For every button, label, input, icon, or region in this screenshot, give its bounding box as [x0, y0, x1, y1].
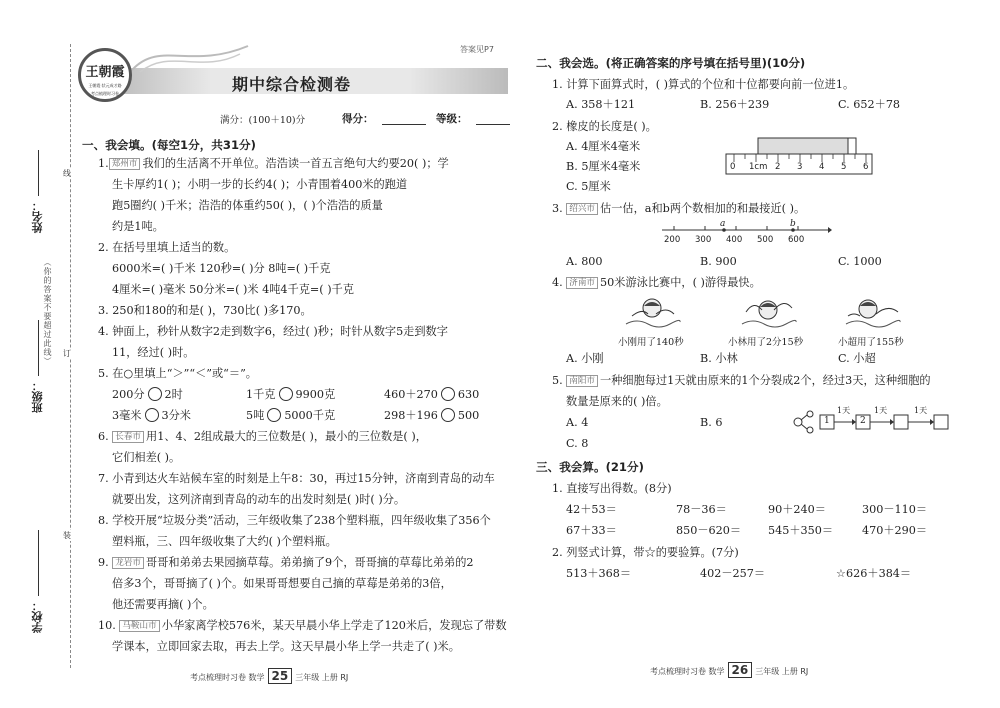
calc-item: 300－110＝: [862, 503, 928, 516]
page-title: 期中综合检测卷: [232, 75, 352, 94]
logo-line: 王朝霞·状元成才路: [88, 83, 122, 88]
calc-item: 42＋53＝: [566, 503, 617, 516]
choice-option: C. 小超: [838, 352, 876, 365]
section-1-heading: 一、我会填。(每空1分，共31分): [82, 138, 256, 152]
region-tag: 长春市: [112, 431, 144, 443]
score-blank[interactable]: [382, 124, 426, 125]
section-2-heading: 二、我会选。(将正确答案的序号填在括号里)(10分): [536, 56, 806, 70]
compare-row: 200分 2时: [112, 388, 183, 401]
question-2: 2. 在括号里填上适当的数。: [98, 241, 236, 254]
compare-row: 1千克 9900克: [246, 388, 336, 401]
choice-option: C. 652＋78: [838, 98, 901, 111]
compare-circle[interactable]: [267, 408, 281, 422]
number-line-label: 300: [695, 235, 712, 245]
question-1: 1. 郑州市 我们的生活离不开单位。浩浩读一首五言绝句大约要20( )；学: [98, 157, 449, 170]
swimmer-caption: 小刚用了140秒: [618, 337, 684, 348]
section-3-heading: 三、我会算。(21分): [536, 460, 644, 474]
eraser-shape: [758, 138, 854, 154]
page-footer-right: 考点梳理时习卷 数学 26 三年级 上册 RJ: [650, 663, 809, 677]
calc-question-2: 2. 列竖式计算，带☆的要验算。(7分): [552, 546, 739, 559]
question-5: 5. 在○里填上“＞”“＜”或“＝”。: [98, 367, 257, 380]
ribbon-decoration: [130, 40, 250, 74]
name-label: 姓名：: [31, 200, 44, 233]
cell-division-diagram: [790, 404, 952, 440]
score-label: 得分：: [342, 113, 374, 125]
ruler-tick-label: 3: [797, 162, 803, 172]
binding-note: （你的答案不要超过此线）: [43, 258, 52, 366]
binding-mark: 线: [63, 169, 71, 178]
choice-option: B. 256＋239: [700, 98, 770, 111]
compare-row: 298＋196 500: [384, 409, 480, 422]
choice-option: C. 5厘米: [566, 180, 611, 193]
choice-option: A. 4: [566, 416, 589, 429]
question-6: 6. 长春市 用1、4、2组成最大的三位数是( )，最小的三位数是( )，: [98, 430, 427, 443]
compare-circle[interactable]: [145, 408, 159, 422]
number-line-label: 200: [664, 235, 681, 245]
ruler-tick-label: 4: [819, 162, 825, 172]
choice-option: B. 5厘米4毫米: [566, 160, 641, 173]
number-line: [662, 222, 832, 236]
region-tag: 龙岩市: [112, 557, 144, 569]
question-4-line: 11，经过( )时。: [112, 346, 195, 359]
question-1-line: 约是1吨。: [112, 220, 164, 233]
page-number: 26: [728, 662, 753, 678]
question-2-row: 4厘米=( )毫米 50分米=( )米 4吨4千克=( )千克: [112, 283, 354, 296]
page-footer-left: 考点梳理时习卷 数学 25 三年级 上册 RJ: [190, 669, 349, 683]
compare-circle[interactable]: [148, 387, 162, 401]
day-label: 1天: [914, 406, 928, 415]
compare-row: 5吨 5000千克: [246, 409, 336, 422]
choice-option: B. 900: [700, 255, 737, 268]
question-6-line: 它们相差( )。: [112, 451, 181, 464]
ruler-tick-label: 2: [775, 162, 781, 172]
choice-option: A. 358＋121: [566, 98, 636, 111]
question-8-line: 塑料瓶，三、四年级收集了大约( )个塑料瓶。: [112, 535, 337, 548]
calc-question-1: 1. 直接写出得数。(8分): [552, 482, 672, 495]
swimmer-image: [622, 294, 682, 332]
level-blank[interactable]: [476, 124, 510, 125]
number-line-mark: b: [790, 219, 796, 229]
question-1-line: 生卡厚约1( )；小明一步的长约4( )；小青围着400米的跑道: [112, 178, 408, 191]
logo-name: 王朝霞: [85, 65, 125, 80]
choice-question-4: 4. 济南市 50米游泳比赛中，( )游得最快。: [552, 276, 761, 289]
question-9: 9. 龙岩市 哥哥和弟弟去果园摘草莓。弟弟摘了9个，哥哥摘的草莓比弟弟的2: [98, 556, 474, 569]
swimmer-caption: 小林用了2分15秒: [728, 337, 804, 348]
region-tag: 郑州市: [109, 158, 141, 170]
question-7: 7. 小青到达火车站候车室的时刻是上午8：30，再过15分钟，济南到青岛的动车: [98, 472, 495, 485]
calc-item: 850－620＝: [676, 524, 742, 537]
day-label: 1天: [837, 406, 851, 415]
choice-option: A. 小刚: [566, 352, 604, 365]
calc-item: 545＋350＝: [768, 524, 834, 537]
ruler-tick-label: 0: [730, 162, 736, 172]
binding-mark: 装: [63, 531, 71, 540]
number-line-label: 500: [757, 235, 774, 245]
binding-mark: 订: [63, 349, 71, 358]
question-1-line: 跑5圈约( )千米；浩浩的体重约50( )，( )个浩浩的质量: [112, 199, 383, 212]
question-3: 3. 250和180的和是( )，730比( )多170。: [98, 304, 312, 317]
choice-option: A. 4厘米4毫米: [566, 140, 641, 153]
vertical-calc-item: 402－257＝: [700, 567, 766, 580]
calc-item: 470＋290＝: [862, 524, 928, 537]
school-label: 学校：: [31, 600, 44, 633]
cell-count: 1: [824, 416, 830, 426]
region-tag: 绍兴市: [566, 203, 598, 215]
question-10: 10. 马鞍山市 小华家离学校576米，某天早晨小华上学走了120米后，发现忘了带数: [98, 619, 507, 632]
question-2-row: 6000米=( )千米 120秒=( )分 8吨=( )千克: [112, 262, 331, 275]
calc-item: 90＋240＝: [768, 503, 826, 516]
question-10-line: 学课本，立即回家去取，再去上学。这天早晨小华上学一共走了( )米。: [112, 640, 460, 653]
choice-question-3: 3. 绍兴市 估一估，a和b两个数相加的和最接近( )。: [552, 202, 806, 215]
number-line-label: 600: [788, 235, 805, 245]
choice-question-2: 2. 橡皮的长度是( )。: [552, 120, 657, 133]
vertical-calc-item: ☆626＋384＝: [836, 567, 912, 580]
question-4: 4. 钟面上，秒针从数字2走到数字6，经过( )秒；时针从数字5走到数字: [98, 325, 448, 338]
cell-count: 2: [860, 416, 866, 426]
ruler-tick-label: 6: [863, 162, 869, 172]
level-label: 等级：: [436, 113, 468, 125]
region-tag: 马鞍山市: [119, 620, 159, 632]
logo: [78, 48, 132, 102]
choice-option: B. 小林: [700, 352, 738, 365]
school-blank[interactable]: [38, 530, 39, 596]
question-7-line: 就要出发，这列济南到青岛的动车的出发时刻是( )时( )分。: [112, 493, 406, 506]
number-line-mark: a: [720, 219, 726, 229]
full-score: 满分：(100＋10)分: [220, 115, 306, 126]
question-9-line: 倍多3个，哥哥摘了( )个。如果哥哥想要自己摘的草莓是弟弟的3倍，: [112, 577, 452, 590]
region-tag: 南阳市: [566, 375, 598, 387]
compare-circle[interactable]: [441, 408, 455, 422]
choice-question-1: 1. 计算下面算式时，( )算式的个位和十位都要向前一位进1。: [552, 78, 855, 91]
question-8: 8. 学校开展“垃圾分类”活动，三年级收集了238个塑料瓶，四年级收集了356个: [98, 514, 491, 527]
compare-circle[interactable]: [279, 387, 293, 401]
calc-item: 78－36＝: [676, 503, 727, 516]
swimmer-caption: 小超用了155秒: [838, 337, 904, 348]
swimmer-image: [842, 294, 902, 332]
vertical-calc-item: 513＋368＝: [566, 567, 632, 580]
ruler-tick-label: 5: [841, 162, 847, 172]
day-label: 1天: [874, 406, 888, 415]
compare-circle[interactable]: [441, 387, 455, 401]
question-9-line: 他还需要再摘( )个。: [112, 598, 214, 611]
choice-question-5-line: 数量是原来的( )倍。: [566, 395, 668, 408]
page-number: 25: [268, 668, 293, 684]
logo-line: 考点梳理时习卷: [91, 91, 119, 96]
class-label: 班级：: [31, 380, 44, 413]
calc-item: 67＋33＝: [566, 524, 617, 537]
compare-row: 3毫米 3分米: [112, 409, 191, 422]
class-blank[interactable]: [38, 320, 39, 376]
swimmer-image: [738, 294, 798, 332]
ruler-tick-label: 1cm: [749, 162, 768, 172]
compare-row: 460＋270 630: [384, 388, 480, 401]
choice-option: B. 6: [700, 416, 723, 429]
number-line-label: 400: [726, 235, 743, 245]
choice-option: A. 800: [566, 255, 603, 268]
region-tag: 济南市: [566, 277, 598, 289]
answer-reference: 答案见P7: [460, 45, 494, 54]
choice-question-5: 5. 南阳市 一种细胞每过1天就由原来的1个分裂成2个，经过3天，这种细胞的: [552, 374, 931, 387]
choice-option: C. 8: [566, 437, 589, 450]
choice-option: C. 1000: [838, 255, 882, 268]
name-blank[interactable]: [38, 150, 39, 196]
